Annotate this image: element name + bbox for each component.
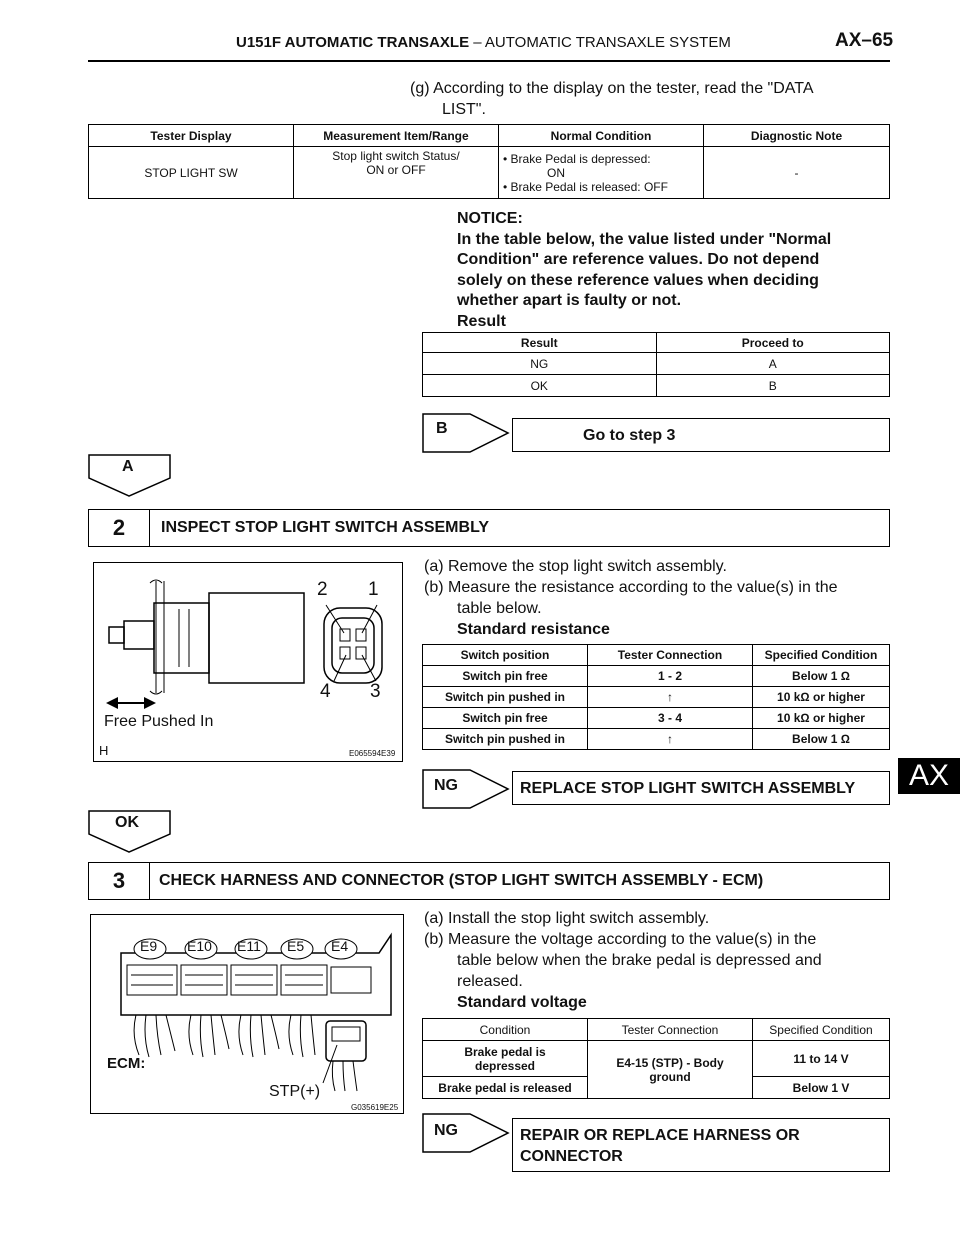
go-to-step-3-text: Go to step 3 xyxy=(583,427,676,444)
table-cell: 10 kΩ or higher xyxy=(753,708,890,729)
stp-label: STP(+) xyxy=(269,1083,321,1100)
table-cell: Below 1 V xyxy=(753,1077,890,1099)
ecm-connector-figure xyxy=(90,914,404,1114)
figure-caption: Free Pushed In xyxy=(104,713,214,730)
step-2-a: (a) Remove the stop light switch assembly. xyxy=(424,558,727,575)
table-cell: 1 - 2 xyxy=(588,666,753,687)
table-header-row xyxy=(89,125,890,147)
table-cell: Below 1 Ω xyxy=(753,666,890,687)
table-row xyxy=(423,666,890,687)
step-2-title: INSPECT STOP LIGHT SWITCH ASSEMBLY xyxy=(161,519,490,536)
cell-line: ON xyxy=(547,165,565,180)
table-cell xyxy=(588,1041,753,1099)
table-header-cell: Specified Condition xyxy=(753,1019,890,1041)
flow-b-label: B xyxy=(436,420,448,437)
table-cell: 11 to 14 V xyxy=(753,1041,890,1077)
step-2-b-line1: (b) Measure the resistance according to the value(s) in the xyxy=(424,579,838,596)
table-header-cell: Tester Connection xyxy=(588,645,753,666)
stop-light-switch-figure xyxy=(93,562,403,762)
table-header-cell: Specified Condition xyxy=(753,645,890,666)
notice-line: solely on these reference values when deciding xyxy=(457,271,819,289)
table-cell: 10 kΩ or higher xyxy=(753,687,890,708)
step-3-number: 3 xyxy=(89,863,150,899)
table-header-cell: Switch position xyxy=(423,645,588,666)
table-cell: Switch pin pushed in xyxy=(423,729,588,750)
step-3-header xyxy=(88,862,890,900)
pin-label-4: 4 xyxy=(320,681,331,702)
table-header-cell: Normal Condition xyxy=(499,125,704,147)
standard-resistance-table xyxy=(422,644,890,750)
standard-voltage-table xyxy=(422,1018,890,1099)
notice-line: In the table below, the value listed under "Normal xyxy=(457,230,832,248)
table-cell: STOP LIGHT SW xyxy=(89,147,294,199)
repair-harness-line2: CONNECTOR xyxy=(520,1148,623,1165)
table-cell: - xyxy=(704,147,890,199)
replace-switch-text: REPLACE STOP LIGHT SWITCH ASSEMBLY xyxy=(520,780,856,797)
step-g-text xyxy=(410,78,814,120)
step-2-header xyxy=(88,509,890,547)
go-to-step-3-box xyxy=(512,418,890,452)
cell-line: E4-15 (STP) - Body xyxy=(616,1055,724,1070)
table-cell: Switch pin pushed in xyxy=(423,687,588,708)
ecm-label: ECM: xyxy=(107,1055,146,1072)
figure-corner-letter: H xyxy=(99,743,109,758)
table-cell: NG xyxy=(423,353,657,375)
cell-line: • Brake Pedal is depressed: xyxy=(503,151,651,166)
flow-ok-label: OK xyxy=(115,814,139,831)
result-label: Result xyxy=(457,312,506,330)
notice-label: NOTICE: xyxy=(457,210,523,227)
table-cell: ↑ xyxy=(588,729,753,750)
connector-label-e9: E9 xyxy=(140,938,158,954)
step-3-b-line2: table below when the brake pedal is depressed and xyxy=(457,952,822,969)
cell-line: • Brake Pedal is released: OFF xyxy=(503,179,668,194)
result-table xyxy=(422,332,890,397)
cell-line: Brake pedal is xyxy=(464,1044,546,1059)
step-2-b-line2: table below. xyxy=(457,600,542,617)
connector-label-e5: E5 xyxy=(287,938,305,954)
step-2-number: 2 xyxy=(89,510,150,546)
table-row xyxy=(423,353,890,375)
table-header-cell: Diagnostic Note xyxy=(704,125,890,147)
table-cell: Below 1 Ω xyxy=(753,729,890,750)
table-cell: B xyxy=(656,375,890,397)
stop-light-switch-drawing xyxy=(94,563,402,761)
connector-label-e11: E11 xyxy=(237,938,261,954)
standard-resistance-label: Standard resistance xyxy=(457,621,610,638)
table-row xyxy=(89,147,890,199)
table-cell: A xyxy=(656,353,890,375)
table-header-row xyxy=(423,333,890,353)
step-3-a: (a) Install the stop light switch assembly. xyxy=(424,910,710,927)
step-3-title: CHECK HARNESS AND CONNECTOR (STOP LIGHT SWITCH ASSEMBLY - ECM) xyxy=(159,872,764,889)
table-row xyxy=(423,1041,890,1077)
table-cell: Switch pin free xyxy=(423,666,588,687)
repair-harness-box xyxy=(512,1118,890,1172)
header-title-bold: U151F AUTOMATIC TRANSAXLE xyxy=(236,34,470,51)
cell-line: ground xyxy=(649,1069,691,1084)
table-header-cell: Proceed to xyxy=(656,333,890,353)
table-cell: Switch pin free xyxy=(423,708,588,729)
notice-line: whether apart is faulty or not. xyxy=(457,292,682,309)
flow-ng-2-label: NG xyxy=(434,1122,458,1139)
table-cell: Brake pedal is released xyxy=(423,1077,588,1099)
step-g-line2: LIST". xyxy=(442,101,486,118)
table-header-cell: Condition xyxy=(423,1019,588,1041)
pin-label-2: 2 xyxy=(317,579,328,600)
step-3-b-line1: (b) Measure the voltage according to the value(s) in the xyxy=(424,931,817,948)
table-cell: OK xyxy=(423,375,657,397)
connector-label-e10: E10 xyxy=(187,938,212,954)
notice-line: Condition" are reference values. Do not depend xyxy=(457,251,820,268)
table-header-row xyxy=(423,1019,890,1041)
step-g-line1: (g) According to the display on the tester, read the "DATA xyxy=(410,80,814,97)
figure-code: E065594E39 xyxy=(349,749,396,758)
page-number: AX–65 xyxy=(835,30,894,51)
notice-block xyxy=(457,209,831,332)
table-row xyxy=(423,375,890,397)
table-header-cell: Measurement Item/Range xyxy=(294,125,499,147)
header-title-rest: – AUTOMATIC TRANSAXLE SYSTEM xyxy=(473,34,731,51)
table-cell: ↑ xyxy=(588,687,753,708)
replace-switch-box xyxy=(512,771,890,805)
table-header-row xyxy=(423,645,890,666)
table-header-cell: Tester Display xyxy=(89,125,294,147)
table-header-cell: Tester Connection xyxy=(588,1019,753,1041)
table-row xyxy=(423,708,890,729)
cell-line: ON or OFF xyxy=(366,163,426,177)
header-rule xyxy=(88,60,890,62)
connector-label-e4: E4 xyxy=(331,938,349,954)
table-cell xyxy=(294,147,499,199)
table-cell xyxy=(499,147,704,199)
flow-a-label: A xyxy=(122,458,134,475)
step-2-instructions xyxy=(424,556,838,640)
figure-code: G035619E25 xyxy=(351,1103,399,1112)
table-cell: 3 - 4 xyxy=(588,708,753,729)
cell-line: Stop light switch Status/ xyxy=(332,149,460,163)
repair-harness-line1: REPAIR OR REPLACE HARNESS OR xyxy=(520,1127,800,1144)
table-header-cell: Result xyxy=(423,333,657,353)
page-header-title xyxy=(236,34,731,51)
standard-voltage-label: Standard voltage xyxy=(457,994,587,1011)
pin-label-3: 3 xyxy=(370,681,381,702)
table-row xyxy=(423,729,890,750)
table-cell xyxy=(423,1041,588,1077)
flow-ng-1-label: NG xyxy=(434,777,458,794)
data-list-table xyxy=(88,124,890,199)
pin-label-1: 1 xyxy=(368,579,379,600)
section-tab: AX xyxy=(898,758,960,794)
table-row xyxy=(423,687,890,708)
step-3-b-line3: released. xyxy=(457,973,523,990)
step-3-instructions xyxy=(424,908,822,1013)
cell-line: depressed xyxy=(474,1058,536,1073)
